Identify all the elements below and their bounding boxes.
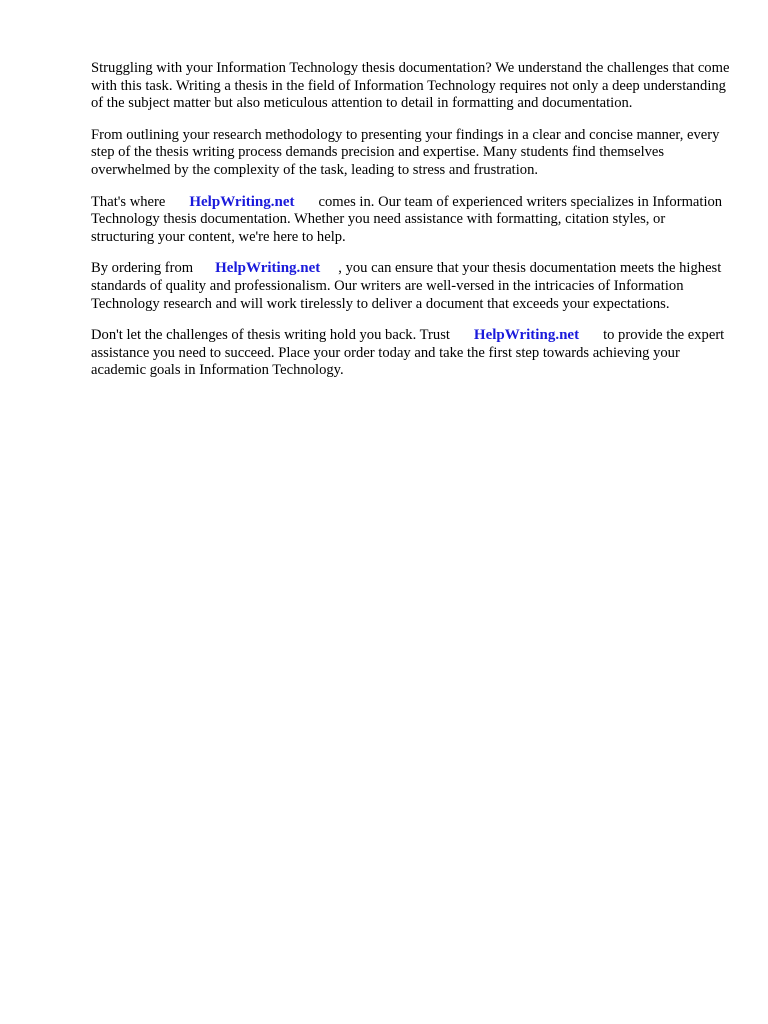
- paragraph-service-tail: comes in. Our team of experienced writers specializes in Information Technology thesis documentation. Whether you need assistance with formatting, citation styles, or structuring your content, we're here to help.: [91, 193, 723, 245]
- paragraph-ordering-tail: , you can ensure that your thesis documentation meets the highest standards of quality and professionalism. Our writers are well-versed in the intricacies of Information Technology research and will work tirelessly to deliver a document that exceeds your expectations.: [91, 260, 722, 312]
- paragraph-closing: [91, 327, 731, 380]
- paragraph-service-lead: That's where: [91, 193, 166, 210]
- document-body: [91, 60, 731, 394]
- paragraph-intro: Struggling with your Information Technology thesis documentation? We understand the challenges that come with this task. Writing a thesis in the field of Information Technology requires not only a deep understanding of the subject matter but also meticulous attention to detail in formatting and documentation.: [91, 60, 730, 112]
- helpwriting-link[interactable]: HelpWriting.net: [189, 193, 295, 210]
- paragraph-ordering-lead: By ordering from: [91, 260, 194, 277]
- paragraph-closing-lead: Don't let the challenges of thesis writing hold you back. Trust: [91, 327, 450, 344]
- helpwriting-link[interactable]: HelpWriting.net: [215, 260, 321, 277]
- paragraph-service: [91, 194, 731, 247]
- paragraph-process: From outlining your research methodology to presenting your findings in a clear and concise manner, every step of the thesis writing process demands precision and expertise. Many students find themselves overwhelmed by the complexity of the task, leading to stress and frustration.: [91, 126, 720, 178]
- helpwriting-link[interactable]: HelpWriting.net: [473, 327, 580, 344]
- paragraph-closing-tail: to provide the expert assistance you need to succeed. Place your order today and take the first step towards achieving your academic goals in Information Technology.: [91, 327, 725, 379]
- paragraph-ordering: [91, 260, 731, 313]
